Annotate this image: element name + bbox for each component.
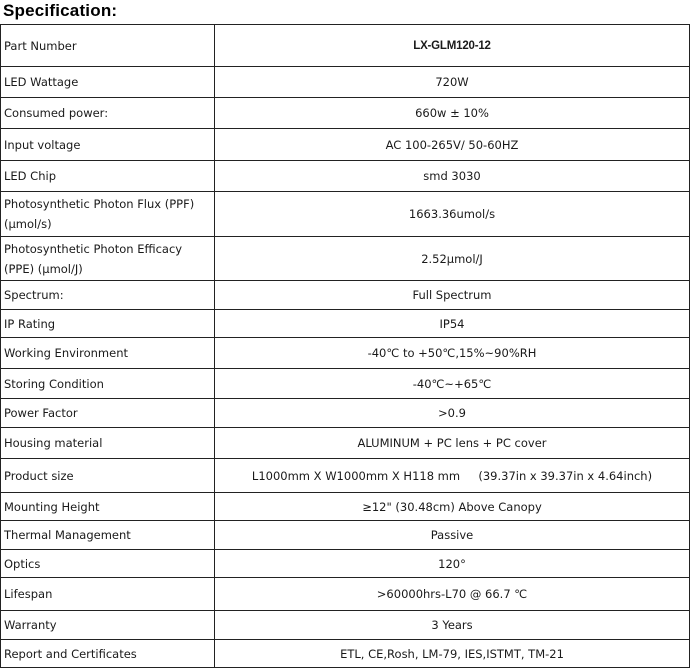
row-value-report-certificates: ETL, CE,Rosh, LM-79, IES,ISTMT, TM-21 [215,640,690,668]
table-row [1,237,690,281]
row-label-ppe: Photosynthetic Photon Efficacy (PPE) (μmol/J) [1,237,215,281]
row-label-spectrum: Spectrum: [1,281,215,310]
row-label-ip-rating: IP Rating [1,310,215,338]
table-row [1,161,690,192]
row-value-optics: 120° [215,550,690,578]
page-title: Specification: [3,1,118,20]
table-row [1,25,690,67]
row-value-storing-condition: -40℃~+65℃ [215,369,690,399]
row-value-housing-material: ALUMINUM + PC lens + PC cover [215,428,690,459]
row-value-power-factor: >0.9 [215,399,690,428]
row-label-thermal-management: Thermal Management [1,521,215,550]
row-label-storing-condition: Storing Condition [1,369,215,399]
table-row [1,129,690,161]
table-row [1,578,690,611]
row-label-working-environment: Working Environment [1,338,215,369]
row-value-ppf: 1663.36umol/s [215,192,690,237]
table-row [1,192,690,237]
table-row [1,550,690,578]
row-label-consumed-power: Consumed power: [1,98,215,129]
table-row [1,521,690,550]
row-label-led-wattage: LED Wattage [1,67,215,98]
row-value-spectrum: Full Spectrum [215,281,690,310]
table-row [1,640,690,668]
row-label-report-certificates: Report and Certificates [1,640,215,668]
table-row [1,67,690,98]
row-value-product-size: L1000mm X W1000mm X H118 mm (39.37in x 39.37in x 4.64inch) [215,459,690,493]
row-label-led-chip: LED Chip [1,161,215,192]
row-label-power-factor: Power Factor [1,399,215,428]
table-row [1,493,690,521]
row-label-warranty: Warranty [1,611,215,640]
row-value-ip-rating: IP54 [215,310,690,338]
table-row [1,281,690,310]
row-label-optics: Optics [1,550,215,578]
table-row [1,399,690,428]
row-value-working-environment: -40℃ to +50℃,15%~90%RH [215,338,690,369]
row-label-housing-material: Housing material [1,428,215,459]
table-row [1,459,690,493]
row-label-ppf: Photosynthetic Photon Flux (PPF) (μmol/s) [1,192,215,237]
row-label-mounting-height: Mounting Height [1,493,215,521]
table-row [1,98,690,129]
row-value-lifespan: >60000hrs-L70 @ 66.7 ℃ [215,578,690,611]
row-value-part-number: LX-GLM120-12 [215,25,690,67]
row-label-product-size: Product size [1,459,215,493]
row-value-mounting-height: ≥12" (30.48cm) Above Canopy [215,493,690,521]
row-value-led-wattage: 720W [215,67,690,98]
specification-table [0,24,690,668]
row-label-input-voltage: Input voltage [1,129,215,161]
row-value-warranty: 3 Years [215,611,690,640]
row-value-ppe: 2.52μmol/J [215,237,690,281]
row-value-consumed-power: 660w ± 10% [215,98,690,129]
table-row [1,310,690,338]
table-row [1,338,690,369]
table-row [1,369,690,399]
row-value-input-voltage: AC 100-265V/ 50-60HZ [215,129,690,161]
row-label-lifespan: Lifespan [1,578,215,611]
table-row [1,428,690,459]
row-value-led-chip: smd 3030 [215,161,690,192]
row-value-thermal-management: Passive [215,521,690,550]
table-row [1,611,690,640]
row-label-part-number: Part Number [1,25,215,67]
